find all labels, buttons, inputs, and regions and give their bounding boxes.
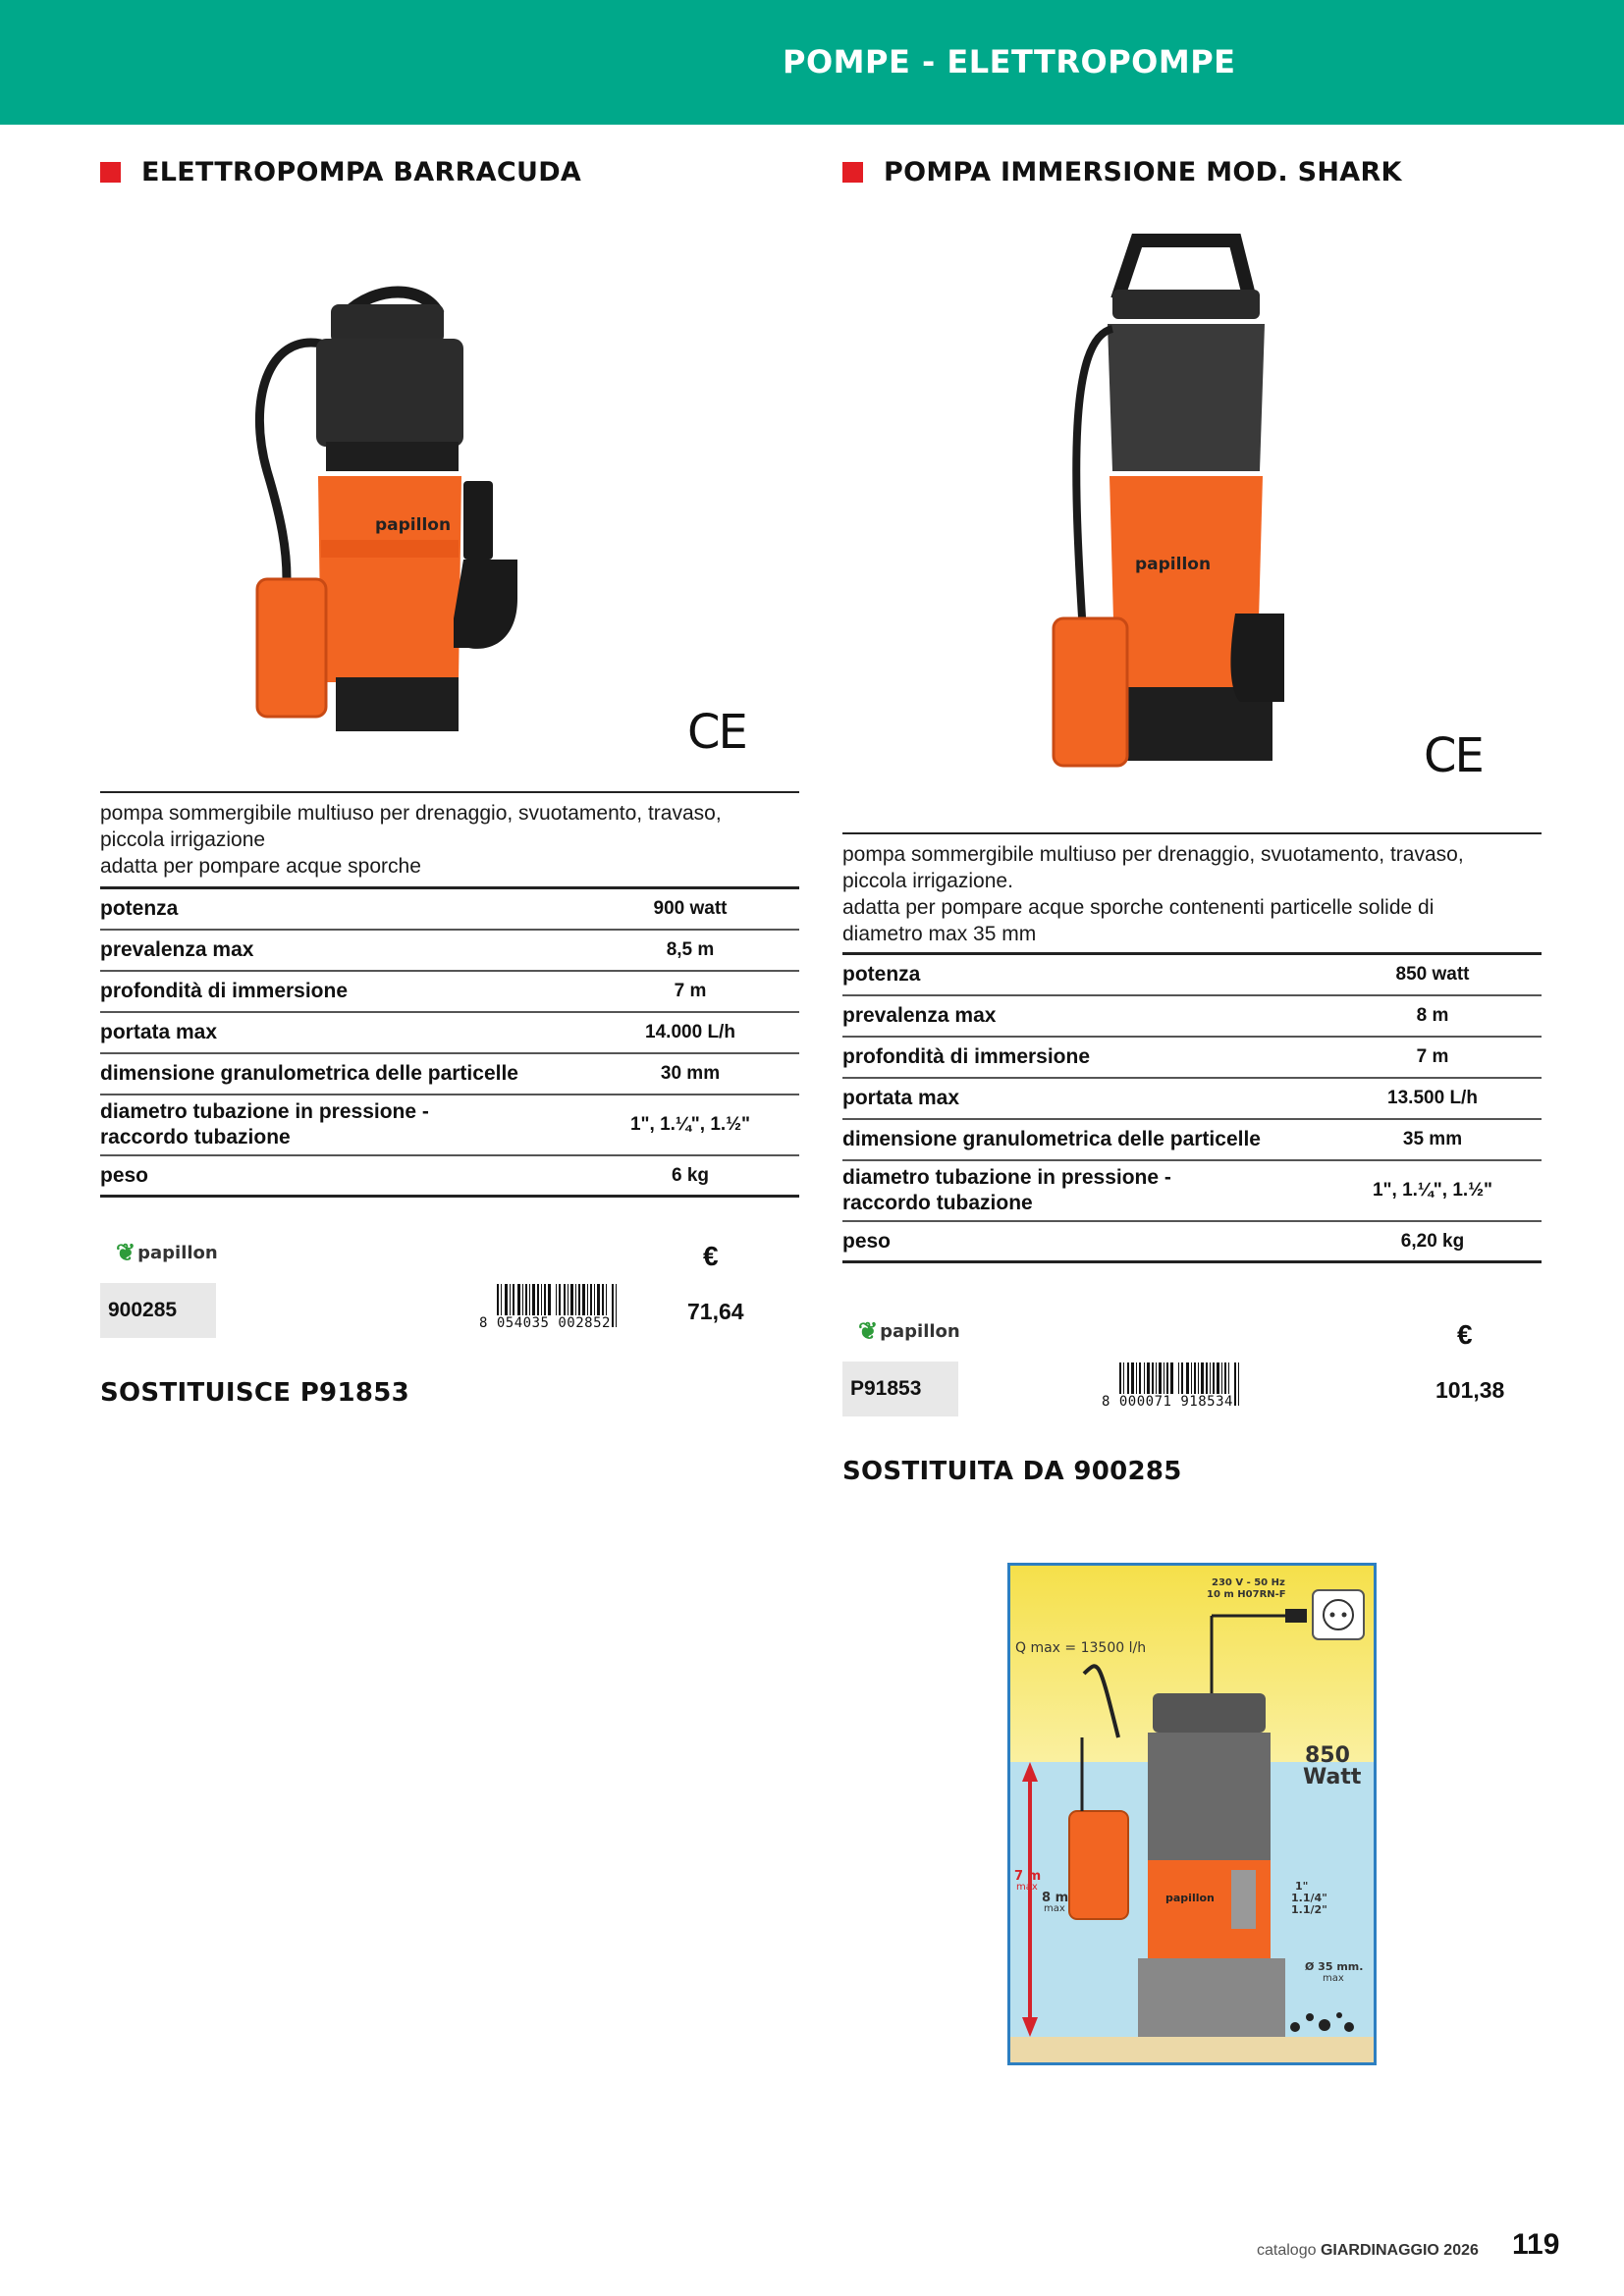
spec-table (842, 952, 1542, 1263)
red-square-icon (100, 162, 121, 183)
spec-row: potenza 850 watt (842, 955, 1542, 996)
diagram-supply: 230 V - 50 Hz (1212, 1577, 1285, 1588)
product-title: POMPA IMMERSIONE MOD. SHARK (884, 157, 1402, 187)
diagram-head: 8 m (1042, 1891, 1069, 1905)
diagram-fitting-2: 1.1/4" (1291, 1892, 1327, 1904)
diagram-brand: papillon (1165, 1892, 1215, 1904)
svg-text:papillon: papillon (375, 515, 452, 535)
spec-row: prevalenza max 8,5 m (100, 931, 799, 972)
diagram-head-sub: max (1044, 1903, 1065, 1914)
diagram-depth: 7 m (1014, 1869, 1042, 1884)
diagram-watt-unit: Watt (1303, 1765, 1362, 1789)
product-heading (842, 157, 1402, 187)
diagram-cable: 10 m H07RN-F (1207, 1589, 1286, 1600)
diagram-fitting-1: 1" (1295, 1880, 1309, 1893)
product-heading (100, 157, 581, 187)
product-description: pompa sommergibile multiuso per drenaggio, svuotamento, travaso, piccola irrigazione adatta per pompare acque sporche (100, 791, 799, 880)
spec-row: peso 6 kg (100, 1156, 799, 1198)
spec-row: portata max 13.500 L/h (842, 1079, 1542, 1120)
red-square-icon (842, 162, 863, 183)
diagram-wattage: 850 (1305, 1743, 1350, 1768)
installation-diagram (1007, 1563, 1377, 2065)
spec-row: dimensione granulometrica delle particelle 35 mm (842, 1120, 1542, 1161)
diagram-depth-sub: max (1016, 1882, 1038, 1893)
brand-logo: ❦ papillon (116, 1240, 218, 1266)
spec-row: peso 6,20 kg (842, 1222, 1542, 1263)
product-code: P91853 (842, 1362, 958, 1416)
spec-table (100, 886, 799, 1198)
diagram-particle-sub: max (1323, 1973, 1344, 1984)
currency-symbol: € (703, 1241, 719, 1271)
catalog-label: catalogo GIARDINAGGIO 2026 (1257, 2242, 1479, 2259)
leaf-icon: ❦ (858, 1318, 879, 1345)
diagram-illustration (1010, 1566, 1374, 2062)
barcode: 8 000071 918534 (1110, 1362, 1257, 1412)
replacement-note: SOSTITUITA DA 900285 (842, 1457, 1182, 1486)
spec-row: portata max 14.000 L/h (100, 1013, 799, 1054)
spec-row: profondità di immersione 7 m (100, 972, 799, 1013)
spec-row: diametro tubazione in pressione - raccordo tubazione 1", 1.¼", 1.½" (100, 1095, 799, 1156)
price: 71,64 (687, 1299, 744, 1324)
brand-logo: ❦ papillon (858, 1318, 960, 1345)
product-code: 900285 (100, 1283, 216, 1338)
replacement-note: SOSTITUISCE P91853 (100, 1378, 410, 1408)
currency-symbol: € (1457, 1319, 1473, 1350)
ce-mark: CE (1424, 728, 1483, 783)
barcode: 8 054035 002852 (487, 1284, 634, 1333)
diagram-fitting-3: 1.1/2" (1291, 1903, 1327, 1916)
header-bar (0, 0, 1624, 125)
spec-row: diametro tubazione in pressione - raccordo tubazione 1", 1.¼", 1.½" (842, 1161, 1542, 1222)
price: 101,38 (1435, 1377, 1505, 1403)
svg-text:papillon: papillon (1135, 555, 1212, 574)
spec-row: potenza 900 watt (100, 889, 799, 931)
diagram-particle: Ø 35 mm. (1305, 1960, 1364, 1973)
leaf-icon: ❦ (116, 1240, 136, 1266)
ce-mark: CE (687, 705, 746, 760)
pump-image (1039, 231, 1324, 800)
diagram-flow: Q max = 13500 l/h (1015, 1640, 1147, 1656)
spec-row: prevalenza max 8 m (842, 996, 1542, 1038)
product-description: pompa sommergibile multiuso per drenaggio, svuotamento, travaso, piccola irrigazione. adatta per pompare acque sporche contenenti particelle solide di diametro max 35 mm (842, 832, 1542, 947)
section-title: POMPE - ELETTROPOMPE (783, 43, 1236, 80)
pump-image (228, 245, 562, 766)
page-number: 119 (1512, 2228, 1560, 2261)
product-title: ELETTROPOMPA BARRACUDA (141, 157, 582, 187)
spec-row: dimensione granulometrica delle particelle 30 mm (100, 1054, 799, 1095)
spec-row: profondità di immersione 7 m (842, 1038, 1542, 1079)
